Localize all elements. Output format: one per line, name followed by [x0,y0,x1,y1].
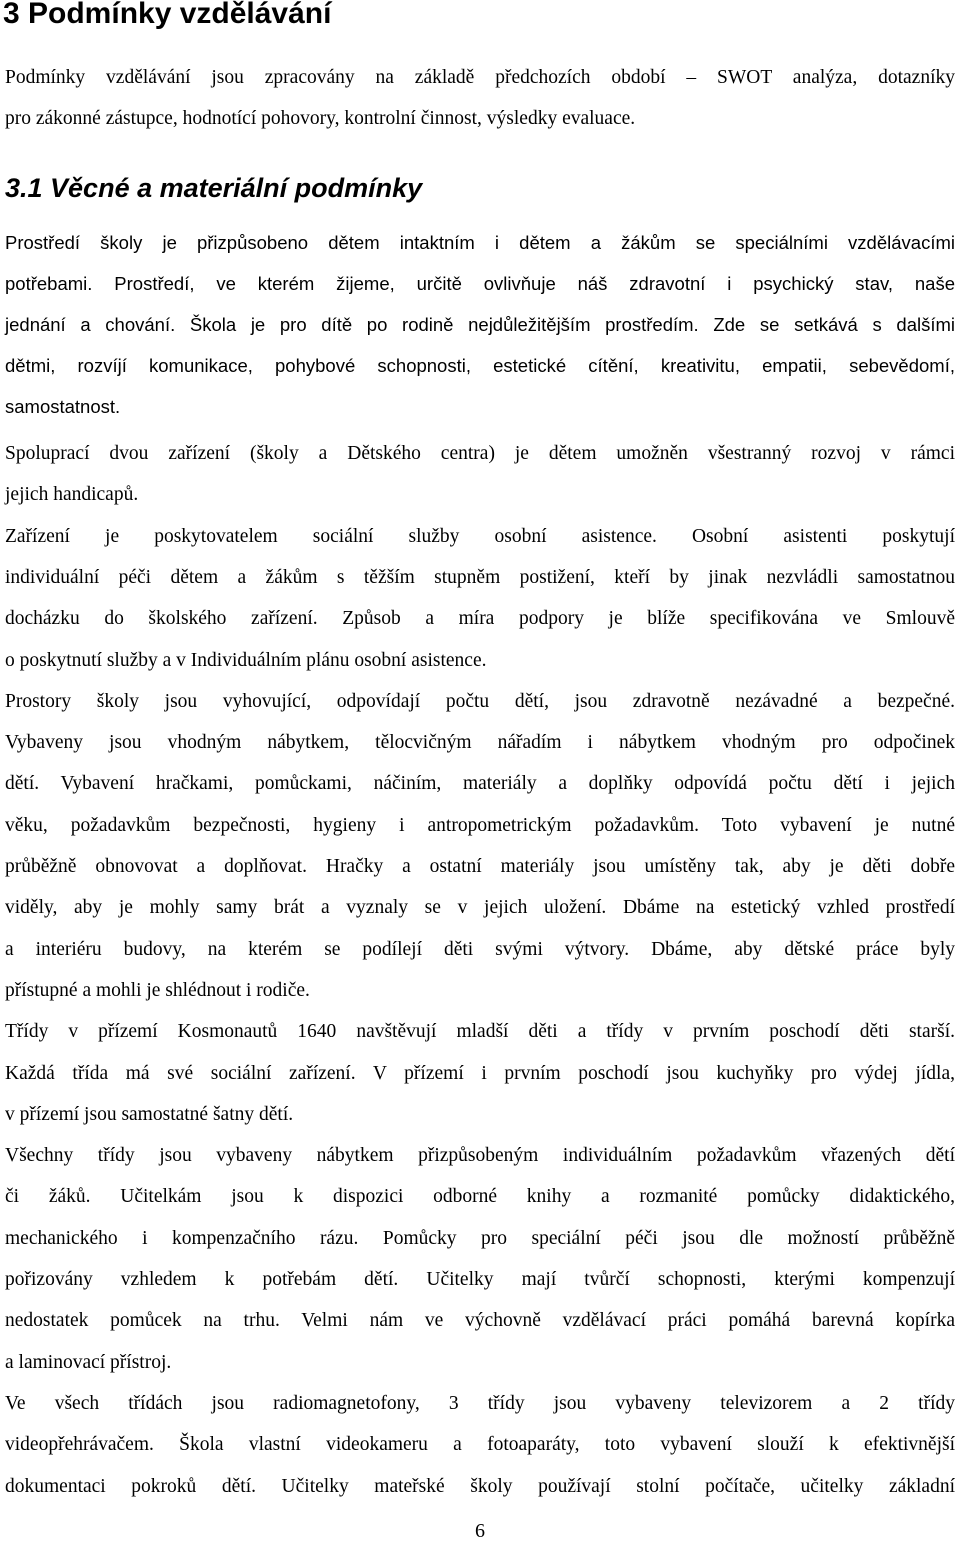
paragraph-line: Spoluprací dvou zařízení (školy a Dětského centra) je dětem umožněn všestranný rozvoj v rámci [5,443,955,464]
paragraph-line: dětí. Vybavení hračkami, pomůckami, náčiním, materiály a doplňky odpovídá počtu dětí i jejich [5,773,955,795]
paragraph-line: věku, požadavkům bezpečnosti, hygieny i antropometrickým požadavkům. Toto vybavení je nutné [5,814,955,836]
paragraph-line: Vybaveny jsou vhodným nábytkem, tělocvičným nářadím i nábytkem vhodným pro odpočinek [5,732,955,754]
paragraph-line: individuální péči dětem a žákům s těžším stupněm postižení, kteří by jinak nezvládli samostatnou [5,566,955,588]
paragraph-line: Zařízení je poskytovatelem sociální služby osobní asistence. Osobní asistenti poskytují [5,525,955,547]
paragraph-line: samostatnost. [5,396,121,417]
paragraph-line: potřebami. Prostředí, ve kterém žijeme, určitě ovlivňuje náš zdravotní i psychický stav, naše [5,273,955,294]
paragraph-line: pořizovány vzhledem k potřebám dětí. Učitelky mají tvůrčí schopnosti, kterými kompenzují [5,1269,955,1290]
paragraph-line: videopřehrávačem. Škola vlastní videokameru a fotoaparáty, toto vybavení slouží k efektivnější [5,1434,955,1456]
paragraph-line: viděly, aby je mohly samy brát a vyznaly se v jejich uložení. Dbáme na estetický vzhled prostředí [5,897,955,919]
paragraph-line: nedostatek pomůcek na trhu. Velmi nám ve výchovně vzdělávací práci pomáhá barevná kopírka [5,1310,955,1332]
paragraph-line: dětmi, rozvíjí komunikace, pohybové schopnosti, estetické cítění, kreativitu, empatii, sebevědomí, [5,355,955,376]
paragraph-line: o poskytnutí služby a v Individuálním plánu osobní asistence. [5,649,487,671]
intro-line-2: pro zákonné zástupce, hodnotící pohovory, kontrolní činnost, výsledky evaluace. [5,108,636,129]
intro-line-1: Podmínky vzdělávání jsou zpracovány na základě předchozích období – SWOT analýza, dotazníky [5,67,955,88]
paragraph-line: průběžně obnovovat a doplňovat. Hračky a ostatní materiály jsou umístěny tak, aby je děti dobře [5,856,955,877]
subsection-heading: 3.1 Věcné a materiální podmínky [5,173,423,203]
paragraph-line: jejich handicapů. [5,484,139,506]
paragraph-line: Ve všech třídách jsou radiomagnetofony, 3 třídy jsou vybaveny televizorem a 2 třídy [5,1392,955,1414]
paragraph-line: a interiéru budovy, na kterém se podílejí děti svými výtvory. Dbáme, aby dětské práce byly [5,938,955,960]
paragraph-line: Třídy v přízemí Kosmonautů 1640 navštěvují mladší děti a třídy v prvním poschodí děti starší. [5,1021,955,1043]
paragraph-line: docházku do školského zařízení. Způsob a míra podpory je blíže specifikována ve Smlouvě [5,608,955,630]
paragraph-line: Každá třída má své sociální zařízení. V přízemí i prvním poschodí jsou kuchyňky pro výdej jídla, [5,1062,955,1084]
paragraph-line: přístupné a mohli je shlédnout i rodiče. [5,979,310,1001]
paragraph-line: a laminovací přístroj. [5,1351,172,1373]
page-number: 6 [475,1520,485,1542]
section-heading: 3 Podmínky vzdělávání [3,0,332,30]
paragraph-line: Prostory školy jsou vyhovující, odpovídají počtu dětí, jsou zdravotně nezávadné a bezpečné. [5,690,955,712]
paragraph-line: mechanického i kompenzačního rázu. Pomůcky pro speciální péči jsou dle možností průběžně [5,1227,955,1249]
paragraph-line: Všechny třídy jsou vybaveny nábytkem přizpůsobeným individuálním požadavkům vřazených dětí [5,1145,955,1167]
paragraph-line: v přízemí jsou samostatné šatny dětí. [5,1103,294,1125]
paragraph-line: dokumentaci pokroků dětí. Učitelky mateřské školy používají stolní počítače, učitelky základní [5,1475,955,1497]
paragraph-line: jednání a chování. Škola je pro dítě po rodině nejdůležitějším prostředím. Zde se setkává s dalšími [5,314,955,335]
paragraph-line: Prostředí školy je přizpůsobeno dětem intaktním i dětem a žákům se speciálními vzdělávacími [5,232,955,253]
paragraph-line: či žáků. Učitelkám jsou k dispozici odborné knihy a rozmanité pomůcky didaktického, [5,1186,955,1208]
